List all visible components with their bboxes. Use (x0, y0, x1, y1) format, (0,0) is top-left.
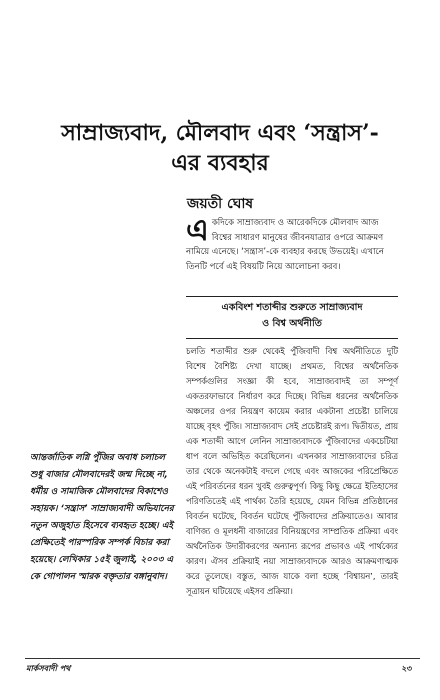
section-rule-bottom (186, 338, 398, 339)
page-number: ২৩ (401, 664, 412, 673)
intro-paragraph (186, 213, 398, 274)
section-heading-line1: একবিংশ শতাব্দীর শুরুতে সাম্রাজ্যবাদ (221, 302, 363, 313)
sidebar-pull-quote: আন্তর্জাতিক লগ্নি পুঁজির অবাধ চলাচল শুধু বাজার মৌলবাদেরই জন্ম দিচ্ছে না, ধর্মীয় ও সামাজিক মৌলবাদের বিকাশেও সহায়ক। ‘সন্ত্রাস’ সাম্রাজ্যবাদী অভিযানের নতুন অজুহাত হিসেবে ব্যবহৃত হচ্ছে। এই প্রেক্ষিতেই পারস্পরিক সম্পর্ক বিচার করা হয়েছে। লেখিকার ১৫ই জুলাই, ২০০৩ এ কে গোপালন স্মারক বক্তৃতার বঙ্গানুবাদ। (30, 453, 174, 582)
journal-name: মার্কসবাদী পথ (26, 664, 71, 673)
section-heading (186, 300, 398, 332)
footer-rule (25, 658, 420, 659)
intro-text: কদিকে সাম্রাজ্যবাদ ও আরেকদিকে মৌলবাদ আজ বিশ্বের সাধারণ মানুষের জীবনযাত্রার ওপরে আক্রমণ নামিয়ে এনেছে। ‘সন্ত্রাস’-কে ব্যবহার করছে উভয়েই। এখানে তিনটি পর্বে এই বিষয়টি নিয়ে আলোচনা করব। (186, 218, 384, 272)
article-title: সাম্রাজ্যবাদ, মৌলবাদ এবং ‘সন্ত্রাস’-এর ব্যবহার (61, 120, 379, 176)
body-paragraph: চলতি শতাব্দীর শুরু থেকেই পুঁজিবাদী বিশ্ব অর্থনীতিতে দুটি বিশেষ বৈশিষ্ট্য দেখা যাচ্ছে। প্রথমত, বিশ্বের অর্থনৈতিক সম্পর্কগুলির সংজ্ঞা কী হবে, সাম্রাজ্যবাদই তা সম্পূর্ণ একতরফাভাবে নির্ধারণ করে দিচ্ছে। বিভিন্ন ধরনের অর্থনৈতিক অঞ্চলের ওপর নিয়ন্ত্রণ কায়েম করার একটানা প্রচেষ্টা চালিয়ে যাচ্ছে বৃহৎ পুঁজি। সাম্রাজ্যবাদ সেই প্রচেষ্টারই রূপ। দ্বিতীয়ত, প্রায় এক শতাব্দী আগে লেনিন সাম্রাজ্যবাদকে পুঁজিবাদের একচেটিয়া ধাপ বলে অভিহিত করেছিলেন। এখনকার সাম্রাজ্যবাদের চরিত্র তার থেকে অনেকটাই বদলে গেছে এবং আজকের পরিপ্রেক্ষিতে এই পরিবর্তনের ধরন খুবই গুরুত্বপূর্ণ। কিছু কিছু ক্ষেত্রে ইতিহাসের পরিণতিতেই এই পার্থক্য তৈরি হয়েছে, যেমন বিভিন্ন প্রতিষ্ঠানের বিবর্তন ঘটেছে, বিবর্তন ঘটেছে পুঁজিবাদের প্রক্রিয়াতেও। আবার বাণিজ্য ও মূলধনী বাজারের বিনিয়ন্ত্রণের সাম্প্রতিক প্রক্রিয়া এবং অর্থনৈতিক উদারীকরণের অন্যান্য রূপের প্রভাবও এই পার্থক্যের কারণ। ঐসব প্রক্রিয়াই নয়া সাম্রাজ্যবাদকে আরও আক্রমণাত্মক করে তুলেছে। বস্তুত, আজ যাকে বলা হচ্ছে ‘বিশ্বায়ন’, তারই সূত্রায়ন ঘটিয়েছে এইসব প্রক্রিয়া। (186, 346, 398, 596)
drop-cap: এ (186, 213, 209, 248)
section-rule-top (186, 296, 398, 297)
author-name: জয়তী ঘোষ (186, 196, 254, 212)
section-heading-line2: ও বিশ্ব অর্থনীতি (262, 318, 322, 329)
